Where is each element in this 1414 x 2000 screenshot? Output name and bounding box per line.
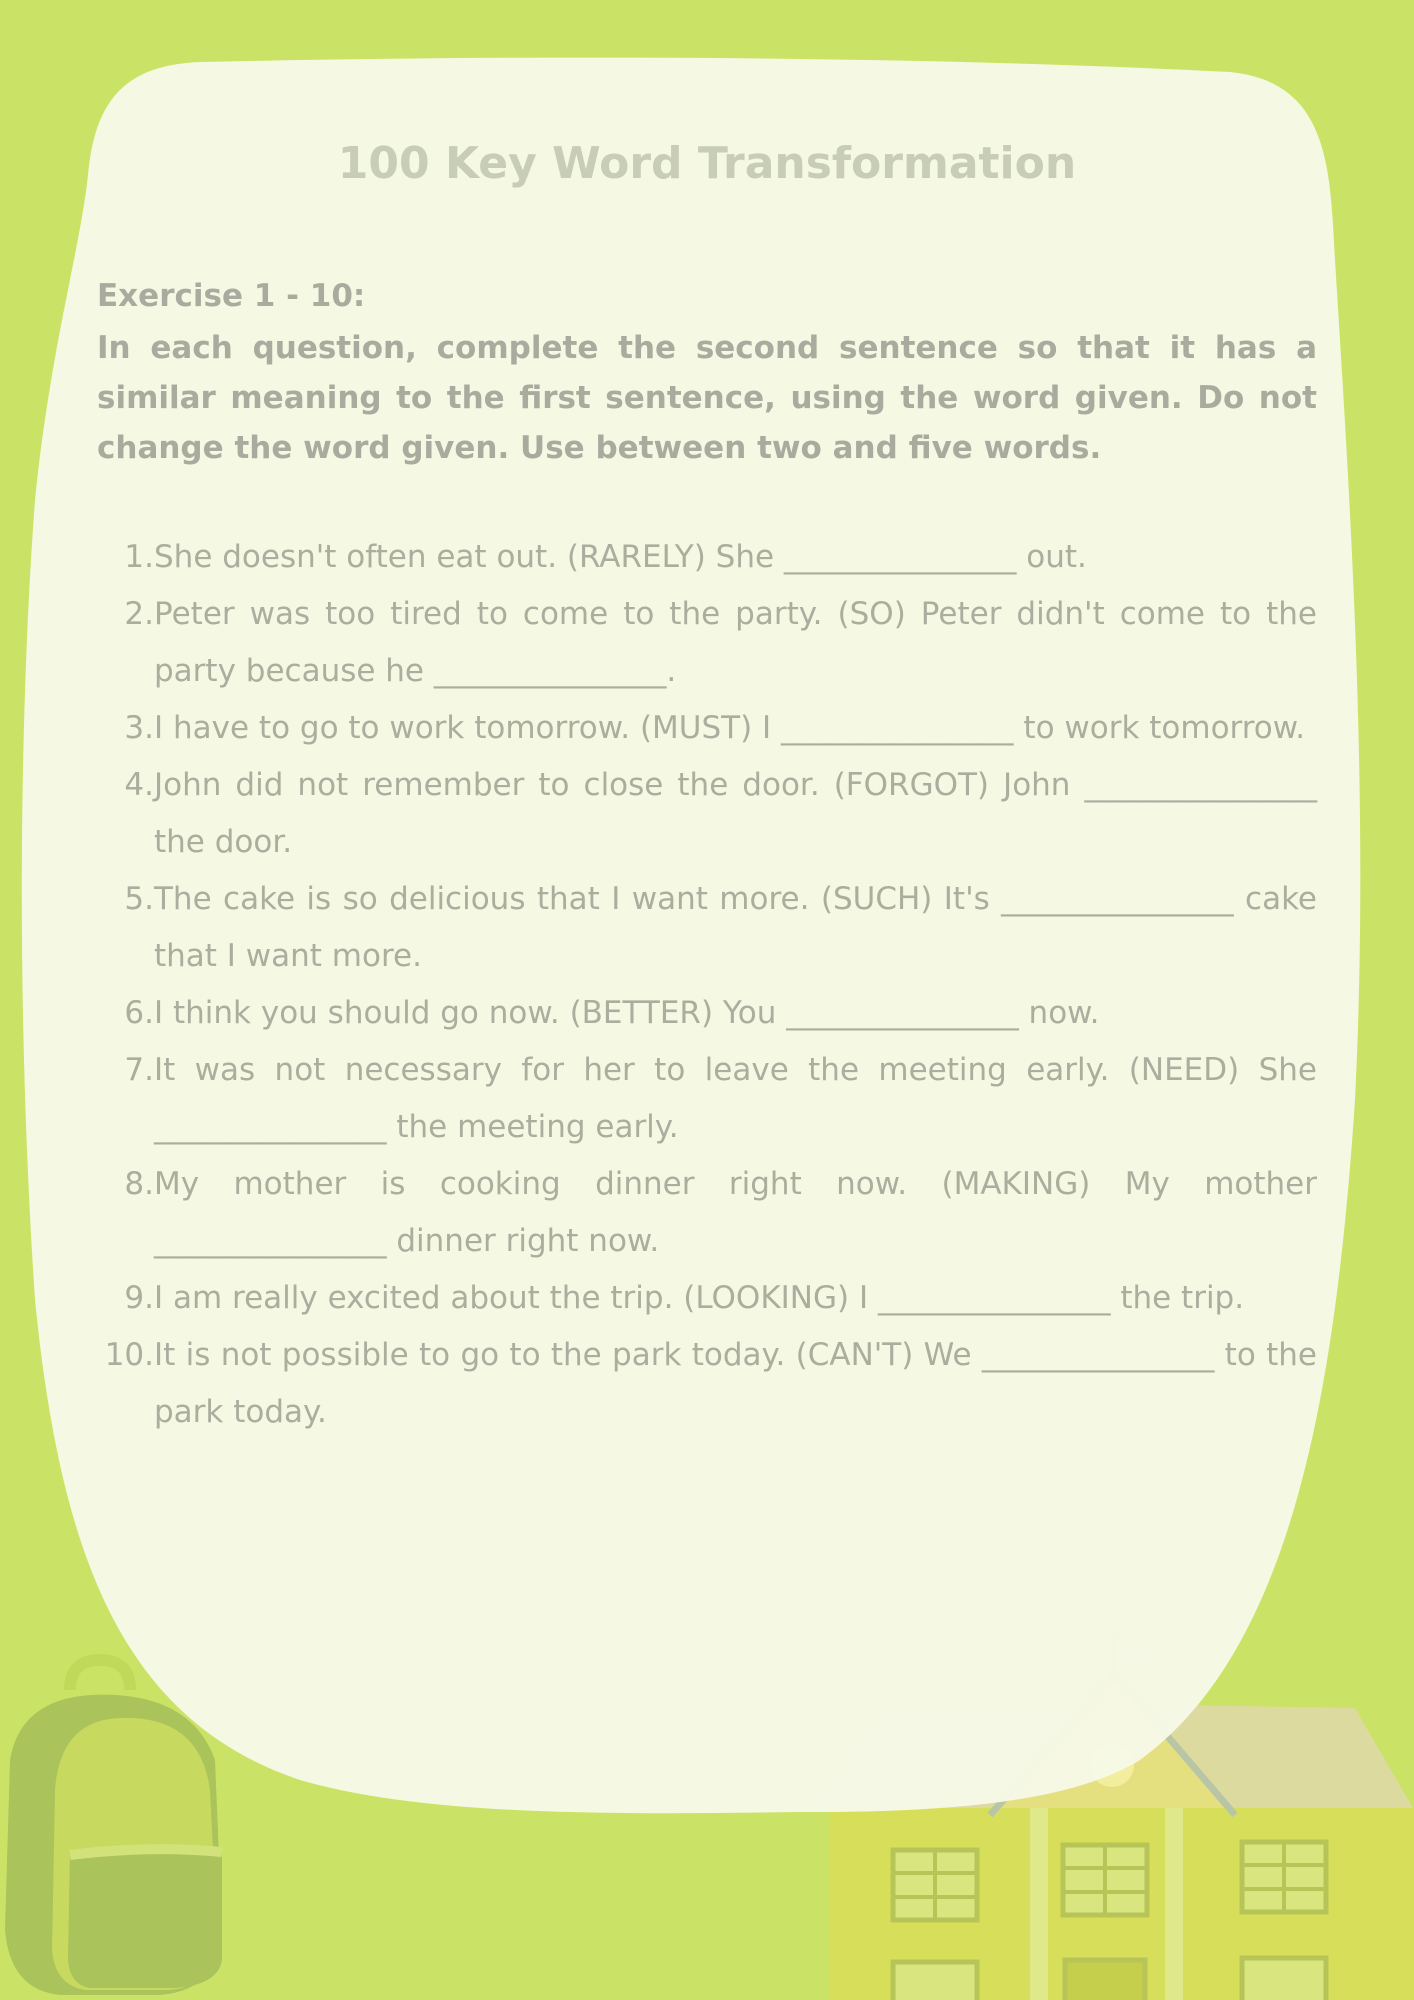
page-title: 100 Key Word Transformation <box>337 138 1077 189</box>
question-item <box>97 871 1317 985</box>
question-item <box>97 586 1317 700</box>
question-text: I am really excited about the trip. (LOOKING) I _______________ the trip. <box>154 1280 1245 1316</box>
question-text: It is not possible to go to the park today. (CAN'T) We _______________ to the park today. <box>154 1337 1317 1430</box>
question-text: I think you should go now. (BETTER) You _______________ now. <box>154 995 1100 1031</box>
question-number: 9. <box>124 1280 154 1316</box>
question-text: I have to go to work tomorrow. (MUST) I _______________ to work tomorrow. <box>154 710 1306 746</box>
question-number: 5. <box>124 881 154 917</box>
question-text: Peter was too tired to come to the party. (SO) Peter didn't come to the party because he _______________. <box>154 596 1317 689</box>
question-list <box>97 529 1317 1441</box>
question-item <box>97 700 1317 757</box>
question-number: 7. <box>124 1052 154 1088</box>
exercise-heading: Exercise 1 - 10: <box>97 278 366 314</box>
question-number: 4. <box>124 767 154 803</box>
question-number: 10. <box>104 1337 154 1373</box>
question-text: John did not remember to close the door. (FORGOT) John _______________ the door. <box>154 767 1317 860</box>
question-number: 8. <box>124 1166 154 1202</box>
question-text: The cake is so delicious that I want more. (SUCH) It's _______________ cake that I want more. <box>154 881 1317 974</box>
question-item <box>97 1327 1317 1441</box>
question-text: She doesn't often eat out. (RARELY) She _______________ out. <box>154 539 1087 575</box>
question-number: 2. <box>124 596 154 632</box>
question-item <box>97 1042 1317 1156</box>
question-number: 6. <box>124 995 154 1031</box>
question-item <box>97 529 1317 586</box>
question-item <box>97 1270 1317 1327</box>
instructions-text: In each question, complete the second sentence so that it has a similar meaning to the first sentence, using the word given. Do not change the word given. Use between two and five words. <box>97 330 1317 466</box>
question-number: 1. <box>124 539 154 575</box>
question-item <box>97 1156 1317 1270</box>
question-number: 3. <box>124 710 154 746</box>
question-text: My mother is cooking dinner right now. (MAKING) My mother _______________ dinner right now. <box>154 1166 1317 1259</box>
question-item <box>97 757 1317 871</box>
question-text: It was not necessary for her to leave the meeting early. (NEED) She _______________ the meeting early. <box>154 1052 1317 1145</box>
question-item <box>97 985 1317 1042</box>
